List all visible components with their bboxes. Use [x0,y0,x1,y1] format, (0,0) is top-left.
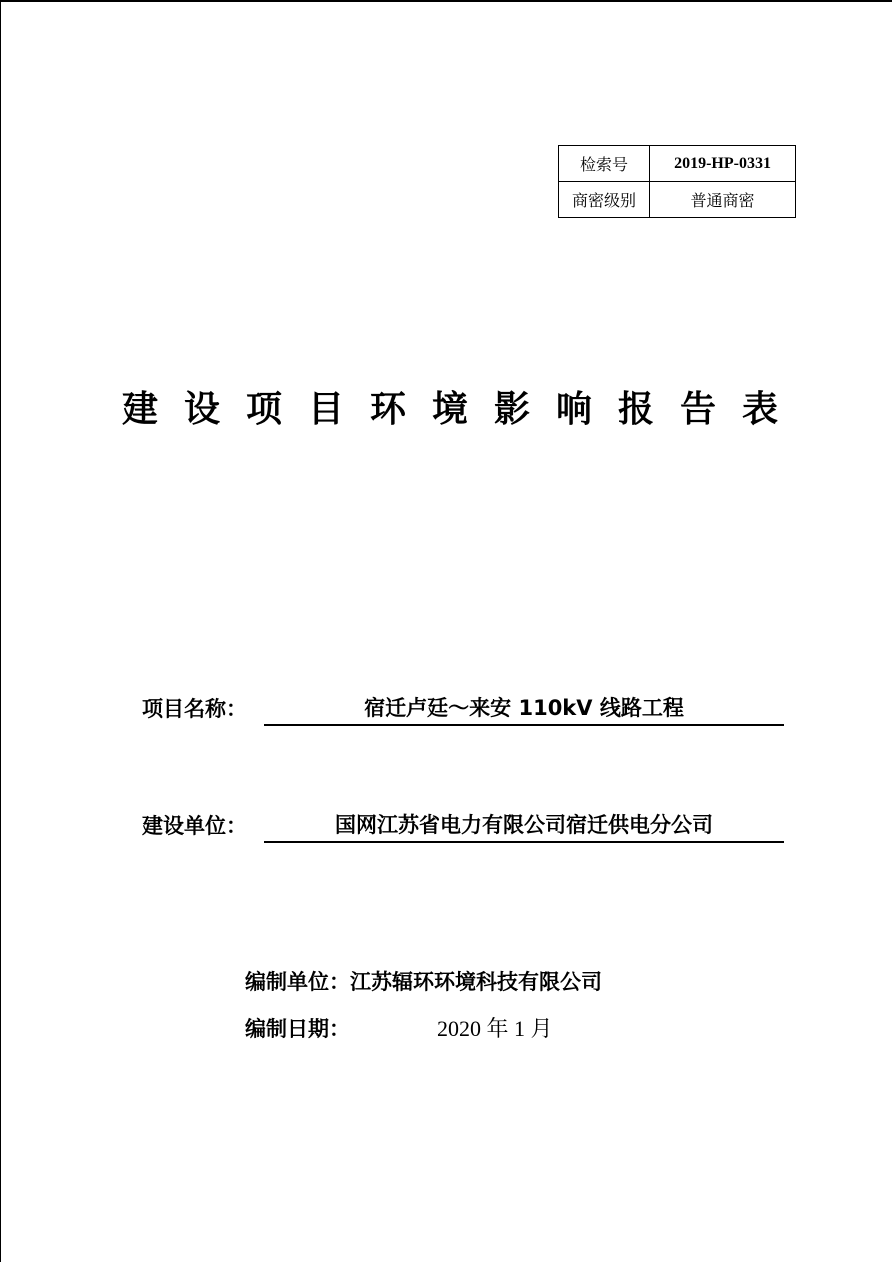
left-border-line [0,0,1,1262]
project-name-value: 宿迁卢廷～来安 110kV 线路工程 [264,692,784,726]
secrecy-level-label: 商密级别 [559,182,650,218]
top-border-line [0,0,892,2]
construction-unit-label: 建设单位： [142,814,247,838]
construction-unit-value: 国网江苏省电力有限公司宿迁供电分公司 [264,809,784,843]
compiling-date-row [245,1012,553,1046]
compiling-unit-value: 江苏辐环环境科技有限公司 [350,970,602,994]
project-name-row [142,692,784,726]
project-name-label: 项目名称： [142,697,247,721]
compiling-unit-row [245,965,602,999]
retrieval-number-value: 2019-HP-0331 [650,146,796,182]
compiling-date-label: 编制日期： [245,1017,350,1041]
secrecy-level-value: 普通商密 [650,182,796,218]
retrieval-number-label: 检索号 [559,146,650,182]
compiling-unit-label: 编制单位： [245,970,350,994]
page-title: 建设项目环境影响报告表 [122,389,805,430]
reference-row-retrieval-number [559,146,796,182]
compiling-date-value: 2020 年 1 月 [437,1016,553,1041]
reference-row-secrecy-level [559,182,796,218]
reference-table [558,145,796,218]
construction-unit-row [142,809,784,843]
